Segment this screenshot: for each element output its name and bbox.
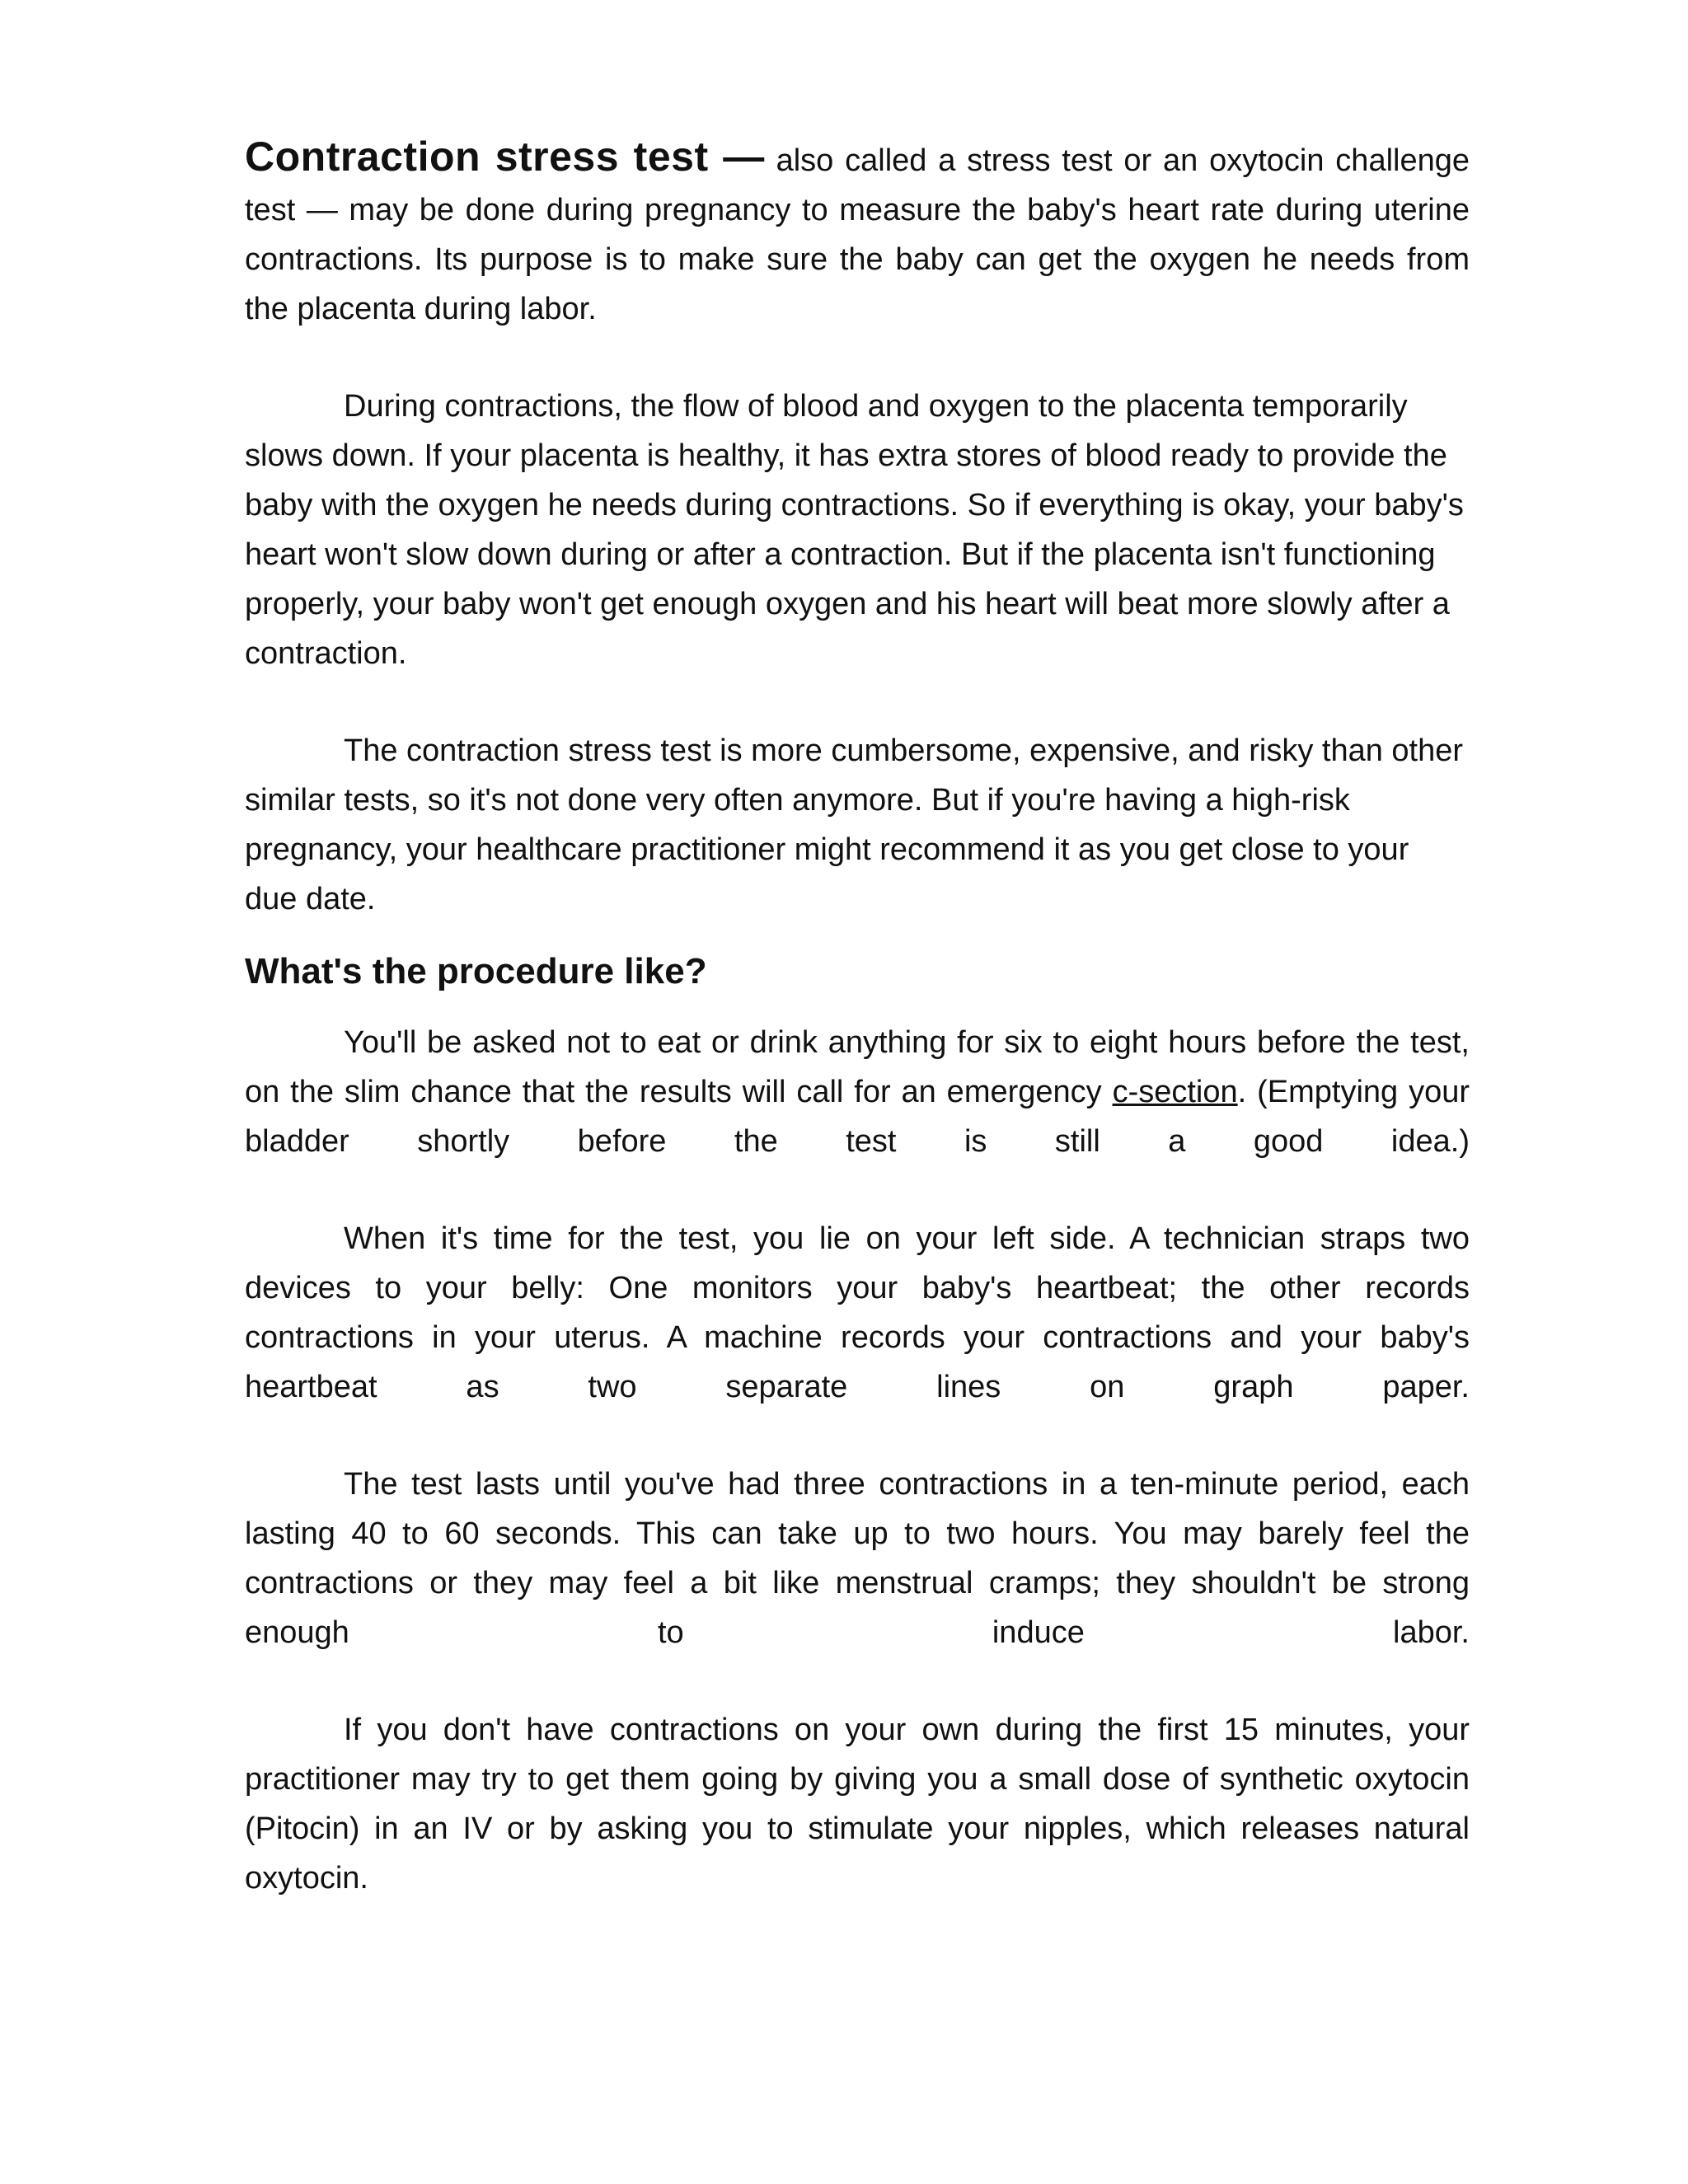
preparation-text-end: . (Emptying your bladder shortly before the test is still a good idea.)	[245, 1075, 1470, 1159]
paragraph-risk: The contraction stress test is more cumbersome, expensive, and risky than other similar tests, so it's not done very often anymore. But if you're having a high-risk pregnancy, your healthcare practitioner might recommend it as you get close to your due date.	[245, 733, 1464, 916]
paragraph-preparation	[245, 1018, 1470, 1166]
paragraph-duration: The test lasts until you've had three contractions in a ten-minute period, each lasting 40 to 60 seconds. This can take up to two hours. You may barely feel the contractions or they may feel a bit like menstrual cramps; they shouldn't be strong enough to induce labor.	[245, 1467, 1470, 1650]
preparation-text-start: You'll be asked not to eat or drink anything for six to eight hours before the test, on the slim chance that the results will call for an emergency	[245, 1025, 1470, 1109]
document-page	[245, 132, 1470, 1903]
intro-paragraph	[245, 132, 1470, 334]
c-section-link[interactable]: c-section	[1112, 1075, 1238, 1109]
paragraph-monitoring: When it's time for the test, you lie on your left side. A technician straps two devices to your belly: One monitors your baby's heartbeat; the other records contractions in your uterus. A machine records your contractions and your baby's heartbeat as two separate lines on graph paper.	[245, 1221, 1470, 1404]
intro-text: also called a stress test or an oxytocin challenge test — may be done during pregnancy to measure the baby's heart rate during uterine contractions. Its purpose is to make sure the baby can get the oxygen he needs from the placenta during labor.	[245, 143, 1470, 326]
paragraph-placenta: During contractions, the flow of blood and oxygen to the placenta temporarily slows down. If your placenta is healthy, it has extra stores of blood ready to provide the baby with the oxygen he needs during contractions. So if everything is okay, your baby's heart won't slow down during or after a contraction. But if the placenta isn't functioning properly, your baby won't get enough oxygen and his heart will beat more slowly after a contraction.	[245, 389, 1464, 671]
intro-title: Contraction stress test —	[245, 134, 765, 180]
section-heading: What's the procedure like?	[245, 951, 707, 991]
paragraph-induction: If you don't have contractions on your own during the first 15 minutes, your practitioner may try to get them going by giving you a small dose of synthetic oxytocin (Pitocin) in an IV or by asking you to stimulate your nipples, which releases natural oxytocin.	[245, 1713, 1470, 1896]
